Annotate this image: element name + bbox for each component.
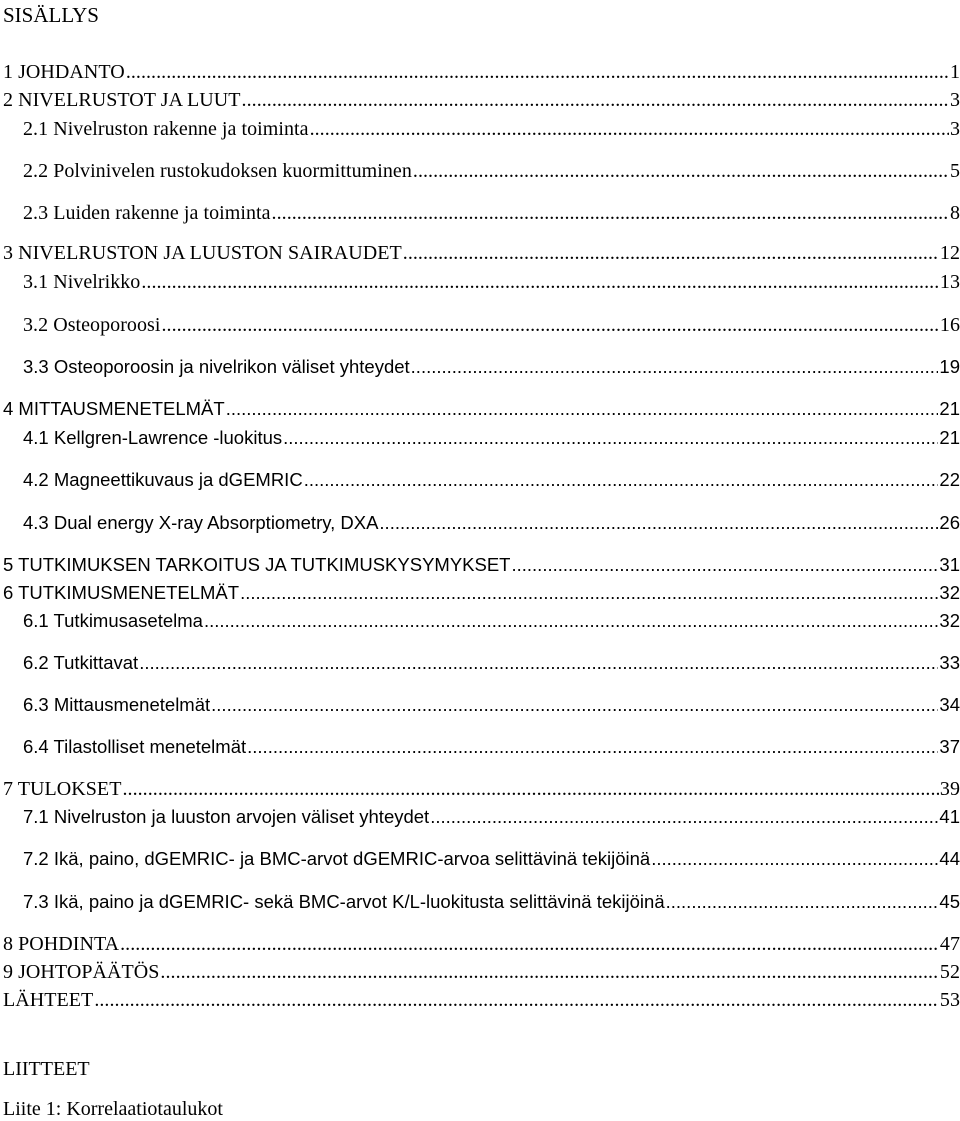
toc-entry-title: 1 JOHDANTO: [3, 61, 125, 83]
toc-entry-title: 9 JOHTOPÄÄTÖS: [3, 961, 160, 983]
toc-dot-leader: [665, 890, 939, 914]
toc-dot-leader: [93, 988, 939, 1012]
toc-entry-mittausmenetelmat[interactable]: [3, 397, 960, 421]
toc-entry-3-3[interactable]: [23, 355, 960, 379]
toc-entry-title: 2 NIVELRUSTOT JA LUUT: [3, 89, 241, 111]
toc-entry-6-1[interactable]: [23, 609, 960, 633]
toc-dot-leader: [138, 651, 938, 675]
toc-entry-page: 12: [939, 242, 960, 264]
appendices-heading: LIITTEET: [3, 1058, 90, 1080]
toc-entry-title: 7.2 Ikä, paino, dGEMRIC- ja BMC-arvot dGEMRIC-arvoa selittävinä tekijöinä: [23, 848, 651, 869]
toc-entry-page: 13: [939, 271, 960, 293]
toc-dot-leader: [309, 117, 949, 141]
toc-dot-leader: [429, 805, 938, 829]
toc-entry-4-3[interactable]: [23, 511, 960, 535]
toc-entry-4-2[interactable]: [23, 468, 960, 492]
toc-entry-tutkimusmenetelmat[interactable]: [3, 581, 960, 605]
toc-entry-page: 37: [939, 736, 960, 757]
toc-dot-leader: [203, 609, 938, 633]
toc-entry-page: 44: [939, 848, 960, 869]
toc-entry-tulokset[interactable]: [3, 777, 960, 801]
toc-entry-sairaudet[interactable]: [3, 241, 960, 265]
appendix-item-liite-1[interactable]: Liite 1: Korrelaatiotaulukot: [3, 1098, 223, 1120]
toc-dot-leader: [303, 468, 939, 492]
toc-entry-johtopaatos[interactable]: [3, 960, 960, 984]
toc-entry-page: 52: [939, 961, 960, 983]
toc-entry-title: 4.1 Kellgren-Lawrence -luokitus: [23, 427, 283, 448]
toc-entry-title: LÄHTEET: [3, 989, 94, 1011]
toc-entry-page: 22: [939, 469, 960, 490]
toc-dot-leader: [160, 313, 938, 337]
toc-entry-tutkimuksen-tarkoitus[interactable]: [3, 553, 960, 577]
toc-entry-title: 6.3 Mittausmenetelmät: [23, 694, 211, 715]
toc-entry-page: 21: [939, 427, 960, 448]
toc-dot-leader: [140, 270, 939, 294]
toc-entry-title: 3.1 Nivelrikko: [23, 271, 141, 293]
toc-dot-leader: [402, 241, 939, 265]
toc-entry-page: 1: [949, 61, 960, 83]
toc-entry-6-4[interactable]: [23, 735, 960, 759]
toc-entry-johdanto[interactable]: [3, 60, 960, 84]
toc-entry-page: 21: [939, 398, 960, 419]
toc-dot-leader: [246, 735, 938, 759]
toc-entry-lahteet[interactable]: [3, 988, 960, 1012]
toc-entry-page: 5: [949, 160, 960, 182]
toc-entry-title: 7.3 Ikä, paino ja dGEMRIC- sekä BMC-arvot K/L-luokitusta selittävinä tekijöinä: [23, 891, 665, 912]
toc-dot-leader: [125, 60, 949, 84]
toc-entry-page: 31: [939, 554, 960, 575]
toc-entry-2-3[interactable]: [23, 201, 960, 225]
toc-dot-leader: [378, 511, 938, 535]
toc-entry-title: 8 POHDINTA: [3, 933, 120, 955]
toc-entry-page: 39: [939, 778, 960, 800]
toc-entry-title: 4 MITTAUSMENETELMÄT: [3, 398, 225, 419]
toc-entry-title: 5 TUTKIMUKSEN TARKOITUS JA TUTKIMUSKYSYMYKSET: [3, 554, 511, 575]
toc-entry-4-1[interactable]: [23, 426, 960, 450]
toc-dot-leader: [510, 553, 938, 577]
toc-entry-page: 45: [939, 891, 960, 912]
toc-entry-title: 2.3 Luiden rakenne ja toiminta: [23, 202, 271, 224]
toc-dot-leader: [159, 960, 938, 984]
toc-entry-page: 3: [949, 89, 960, 111]
toc-entry-2-1[interactable]: [23, 117, 960, 141]
toc-entry-title: 7 TULOKSET: [3, 778, 122, 800]
toc-entry-3-1[interactable]: [23, 270, 960, 294]
toc-entry-page: 32: [939, 582, 960, 603]
toc-entry-7-2[interactable]: [23, 847, 960, 871]
toc-entry-page: 41: [939, 806, 960, 827]
toc-entry-title: 6.2 Tutkittavat: [23, 652, 139, 673]
toc-dot-leader: [282, 426, 938, 450]
heading-sisallys: SISÄLLYS: [3, 3, 99, 27]
toc-entry-title: 3.3 Osteoporoosin ja nivelrikon väliset yhteydet: [23, 356, 410, 377]
toc-entry-title: 2.2 Polvinivelen rustokudoksen kuormittuminen: [23, 160, 412, 182]
toc-entry-page: 26: [939, 512, 960, 533]
toc-entry-title: 6 TUTKIMUSMENETELMÄT: [3, 582, 240, 603]
toc-entry-6-2[interactable]: [23, 651, 960, 675]
toc-dot-leader: [412, 159, 949, 183]
toc-entry-page: 47: [939, 933, 960, 955]
toc-entry-title: 2.1 Nivelruston rakenne ja toiminta: [23, 118, 309, 140]
toc-dot-leader: [239, 581, 938, 605]
toc-entry-6-3[interactable]: [23, 693, 960, 717]
toc-dot-leader: [210, 693, 938, 717]
toc-entry-page: 34: [939, 694, 960, 715]
toc-entry-3-2[interactable]: [23, 313, 960, 337]
toc-entry-7-3[interactable]: [23, 890, 960, 914]
toc-entry-title: 4.3 Dual energy X-ray Absorptiometry, DXA: [23, 512, 379, 533]
toc-entry-title: 3.2 Osteoporoosi: [23, 314, 161, 336]
toc-entry-title: 3 NIVELRUSTON JA LUUSTON SAIRAUDET: [3, 242, 402, 264]
toc-entry-page: 16: [939, 314, 960, 336]
toc-entry-2-2[interactable]: [23, 159, 960, 183]
toc-dot-leader: [225, 397, 939, 421]
toc-entry-page: 8: [949, 202, 960, 224]
toc-dot-leader: [121, 777, 938, 801]
toc-entry-page: 19: [939, 356, 960, 377]
toc-entry-page: 53: [939, 989, 960, 1011]
toc-dot-leader: [119, 932, 939, 956]
toc-entry-nivelrustot-ja-luut[interactable]: [3, 88, 960, 112]
toc-dot-leader: [410, 355, 939, 379]
toc-dot-leader: [241, 88, 949, 112]
toc-entry-title: 7.1 Nivelruston ja luuston arvojen väliset yhteydet: [23, 806, 430, 827]
toc-entry-page: 3: [949, 118, 960, 140]
toc-dot-leader: [650, 847, 938, 871]
toc-entry-pohdinta[interactable]: [3, 932, 960, 956]
toc-entry-title: 4.2 Magneettikuvaus ja dGEMRIC: [23, 469, 303, 490]
toc-entry-title: 6.4 Tilastolliset menetelmät: [23, 736, 247, 757]
toc-entry-title: 6.1 Tutkimusasetelma: [23, 610, 203, 631]
toc-dot-leader: [271, 201, 949, 225]
toc-entry-page: 32: [939, 610, 960, 631]
toc-entry-page: 33: [939, 652, 960, 673]
toc-entry-7-1[interactable]: [23, 805, 960, 829]
